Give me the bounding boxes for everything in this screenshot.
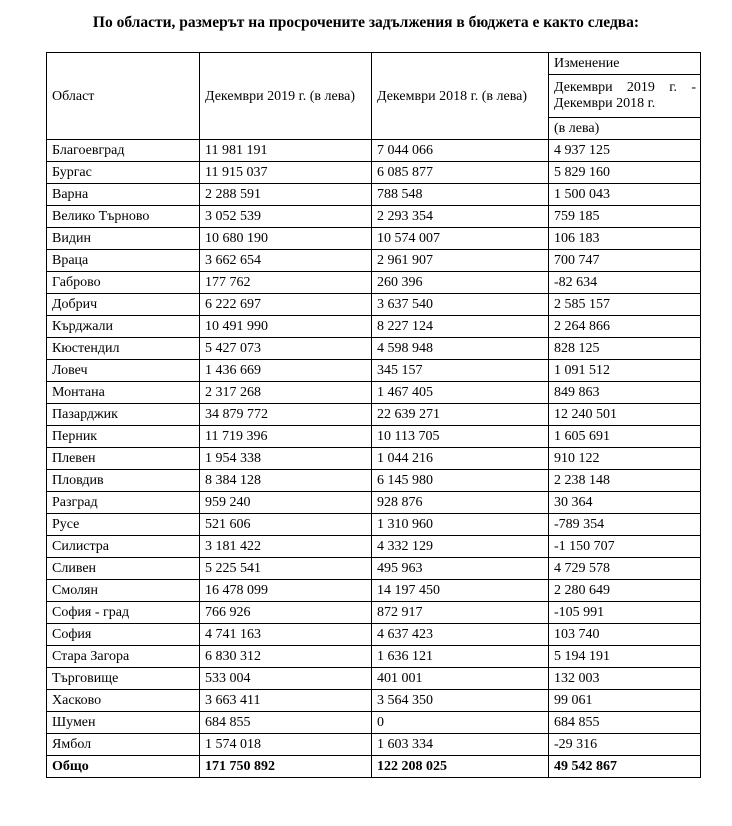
cell-region: Смолян (47, 580, 200, 602)
cell-dec2019: 11 719 396 (200, 426, 372, 448)
cell-dec2018: 1 044 216 (372, 448, 549, 470)
table-row (47, 338, 701, 360)
table-row (47, 206, 701, 228)
cell-region: Монтана (47, 382, 200, 404)
cell-change: 99 061 (549, 690, 701, 712)
header-change: Изменение (549, 53, 701, 75)
table-row (47, 184, 701, 206)
cell-dec2019: 5 225 541 (200, 558, 372, 580)
header-dec2019: Декември 2019 г. (в лева) (200, 53, 372, 140)
table-row (47, 448, 701, 470)
cell-dec2018: 1 310 960 (372, 514, 549, 536)
cell-region: Добрич (47, 294, 200, 316)
cell-dec2019: 3 663 411 (200, 690, 372, 712)
table-row (47, 558, 701, 580)
cell-dec2018: 2 293 354 (372, 206, 549, 228)
cell-region: Пазарджик (47, 404, 200, 426)
cell-change: 4 937 125 (549, 140, 701, 162)
table-row (47, 316, 701, 338)
header-row (47, 53, 701, 75)
cell-dec2018: 495 963 (372, 558, 549, 580)
table-row (47, 272, 701, 294)
cell-change: -1 150 707 (549, 536, 701, 558)
cell-change: 2 238 148 (549, 470, 701, 492)
header-change-period: Декември 2019 г. - Декември 2018 г. (549, 75, 701, 118)
cell-change: 1 605 691 (549, 426, 701, 448)
cell-change: 30 364 (549, 492, 701, 514)
cell-region: Габрово (47, 272, 200, 294)
cell-dec2019: 171 750 892 (200, 756, 372, 778)
cell-dec2019: 1 574 018 (200, 734, 372, 756)
cell-dec2019: 11 981 191 (200, 140, 372, 162)
cell-region: Ловеч (47, 360, 200, 382)
cell-dec2018: 401 001 (372, 668, 549, 690)
table-body (47, 53, 701, 778)
cell-region: Общо (47, 756, 200, 778)
cell-dec2019: 6 222 697 (200, 294, 372, 316)
cell-dec2018: 260 396 (372, 272, 549, 294)
table-row (47, 514, 701, 536)
cell-dec2019: 533 004 (200, 668, 372, 690)
table-row (47, 228, 701, 250)
header-dec2018: Декември 2018 г. (в лева) (372, 53, 549, 140)
header-change-unit: (в лева) (549, 118, 701, 140)
cell-region: Кюстендил (47, 338, 200, 360)
cell-dec2018: 345 157 (372, 360, 549, 382)
cell-dec2018: 4 332 129 (372, 536, 549, 558)
table-row (47, 712, 701, 734)
table-row (47, 580, 701, 602)
cell-dec2018: 3 637 540 (372, 294, 549, 316)
cell-region: Русе (47, 514, 200, 536)
cell-region: Търговище (47, 668, 200, 690)
cell-region: Сливен (47, 558, 200, 580)
table-row (47, 140, 701, 162)
cell-region: София (47, 624, 200, 646)
cell-change: -29 316 (549, 734, 701, 756)
cell-change: 5 829 160 (549, 162, 701, 184)
cell-dec2018: 1 603 334 (372, 734, 549, 756)
cell-dec2018: 928 876 (372, 492, 549, 514)
cell-dec2019: 34 879 772 (200, 404, 372, 426)
cell-change: 5 194 191 (549, 646, 701, 668)
cell-dec2019: 177 762 (200, 272, 372, 294)
cell-change: 700 747 (549, 250, 701, 272)
cell-region: Стара Загора (47, 646, 200, 668)
cell-change: -105 991 (549, 602, 701, 624)
table-row (47, 404, 701, 426)
table-row (47, 602, 701, 624)
cell-region: Плевен (47, 448, 200, 470)
cell-dec2018: 14 197 450 (372, 580, 549, 602)
cell-dec2019: 684 855 (200, 712, 372, 734)
cell-dec2018: 122 208 025 (372, 756, 549, 778)
table-row (47, 426, 701, 448)
cell-change: 4 729 578 (549, 558, 701, 580)
cell-region: Ямбол (47, 734, 200, 756)
cell-dec2018: 1 636 121 (372, 646, 549, 668)
cell-region: Перник (47, 426, 200, 448)
cell-dec2018: 8 227 124 (372, 316, 549, 338)
table-row (47, 470, 701, 492)
cell-region: Кърджали (47, 316, 200, 338)
cell-dec2019: 6 830 312 (200, 646, 372, 668)
cell-change: 1 500 043 (549, 184, 701, 206)
cell-dec2019: 1 436 669 (200, 360, 372, 382)
table-row (47, 294, 701, 316)
cell-region: Хасково (47, 690, 200, 712)
table-row (47, 624, 701, 646)
cell-change: 759 185 (549, 206, 701, 228)
cell-change: -82 634 (549, 272, 701, 294)
cell-dec2018: 788 548 (372, 184, 549, 206)
cell-dec2019: 3 181 422 (200, 536, 372, 558)
cell-dec2019: 8 384 128 (200, 470, 372, 492)
cell-dec2018: 10 574 007 (372, 228, 549, 250)
table-row (47, 492, 701, 514)
cell-dec2018: 1 467 405 (372, 382, 549, 404)
cell-region: Силистра (47, 536, 200, 558)
cell-dec2019: 766 926 (200, 602, 372, 624)
cell-change: 2 585 157 (549, 294, 701, 316)
cell-dec2018: 4 637 423 (372, 624, 549, 646)
cell-dec2019: 2 288 591 (200, 184, 372, 206)
cell-dec2019: 2 317 268 (200, 382, 372, 404)
table-row (47, 690, 701, 712)
cell-region: Шумен (47, 712, 200, 734)
table-row (47, 536, 701, 558)
cell-region: Враца (47, 250, 200, 272)
cell-dec2018: 10 113 705 (372, 426, 549, 448)
page-title: По области, размерът на просрочените задължения в бюджета е както следва: (92, 14, 640, 31)
cell-change: 2 264 866 (549, 316, 701, 338)
cell-dec2019: 10 491 990 (200, 316, 372, 338)
cell-change: 106 183 (549, 228, 701, 250)
cell-dec2018: 7 044 066 (372, 140, 549, 162)
table-row (47, 250, 701, 272)
cell-dec2019: 4 741 163 (200, 624, 372, 646)
cell-dec2018: 872 917 (372, 602, 549, 624)
cell-dec2019: 5 427 073 (200, 338, 372, 360)
cell-dec2019: 959 240 (200, 492, 372, 514)
total-row (47, 756, 701, 778)
cell-change: 828 125 (549, 338, 701, 360)
cell-dec2019: 10 680 190 (200, 228, 372, 250)
cell-dec2018: 6 085 877 (372, 162, 549, 184)
header-region: Област (47, 53, 200, 140)
table-row (47, 646, 701, 668)
cell-change: 1 091 512 (549, 360, 701, 382)
cell-change: 12 240 501 (549, 404, 701, 426)
table-row (47, 162, 701, 184)
cell-dec2018: 4 598 948 (372, 338, 549, 360)
cell-change: 103 740 (549, 624, 701, 646)
cell-region: Бургас (47, 162, 200, 184)
cell-dec2019: 3 662 654 (200, 250, 372, 272)
cell-dec2019: 16 478 099 (200, 580, 372, 602)
cell-change: 132 003 (549, 668, 701, 690)
cell-dec2018: 22 639 271 (372, 404, 549, 426)
table-row (47, 734, 701, 756)
cell-dec2018: 2 961 907 (372, 250, 549, 272)
overdue-liabilities-table (46, 52, 701, 778)
cell-change: 910 122 (549, 448, 701, 470)
cell-region: София - град (47, 602, 200, 624)
cell-region: Варна (47, 184, 200, 206)
cell-region: Велико Търново (47, 206, 200, 228)
cell-region: Благоевград (47, 140, 200, 162)
table-row (47, 382, 701, 404)
cell-dec2018: 3 564 350 (372, 690, 549, 712)
cell-dec2018: 0 (372, 712, 549, 734)
cell-change: 2 280 649 (549, 580, 701, 602)
cell-dec2019: 521 606 (200, 514, 372, 536)
cell-region: Разград (47, 492, 200, 514)
cell-region: Пловдив (47, 470, 200, 492)
cell-dec2019: 11 915 037 (200, 162, 372, 184)
table-row (47, 360, 701, 382)
cell-change: 684 855 (549, 712, 701, 734)
cell-dec2018: 6 145 980 (372, 470, 549, 492)
cell-dec2019: 3 052 539 (200, 206, 372, 228)
cell-change: 849 863 (549, 382, 701, 404)
cell-region: Видин (47, 228, 200, 250)
cell-change: 49 542 867 (549, 756, 701, 778)
cell-change: -789 354 (549, 514, 701, 536)
cell-dec2019: 1 954 338 (200, 448, 372, 470)
table-row (47, 668, 701, 690)
